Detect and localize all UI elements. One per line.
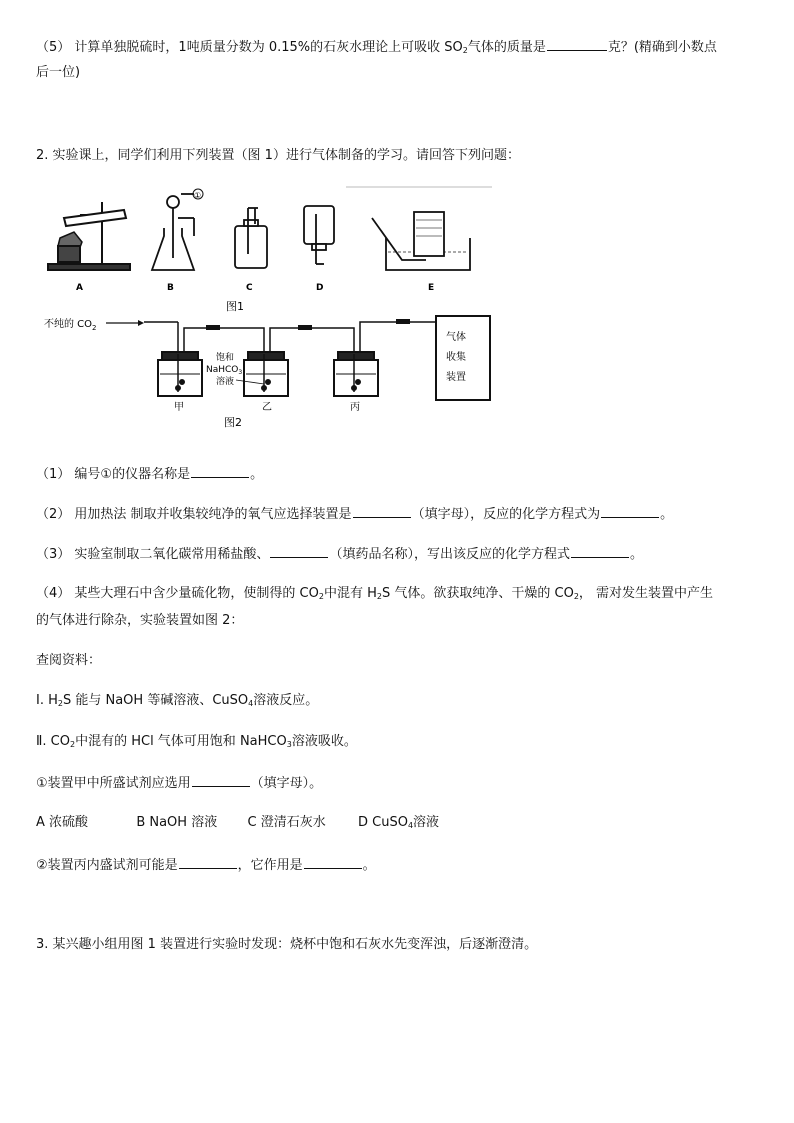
label-c: C: [246, 283, 253, 293]
item-text: 计算单独脱硫时，1吨质量分数为 0.15%的石灰水理论上可吸收 SO: [74, 40, 463, 55]
q2-intro: [36, 146, 520, 166]
subscript: 2: [462, 46, 468, 55]
solution-label: 饱和: [216, 353, 235, 363]
q2-part-4-cont: [36, 611, 243, 631]
apparatus-a: [48, 202, 130, 270]
item-text: 后一位): [36, 65, 81, 80]
solution-label: NaHCO$_3$: [206, 365, 243, 376]
subscript: 2: [573, 592, 579, 601]
item-text: S 气体。欲获取纯净、干燥的 CO: [381, 586, 574, 601]
item-text: （填字母），反应的化学方程式为: [411, 507, 601, 522]
bottle-label-bing: 丙: [350, 402, 360, 413]
q2-part-3: [36, 543, 643, 565]
item-text: 中混有 H: [323, 586, 377, 601]
item-text: S 能与 NaOH 等碱溶液、CuSO: [62, 693, 249, 708]
item-number: （1）: [36, 467, 71, 482]
q2-part-4: [36, 584, 713, 607]
label-a: A: [76, 283, 83, 293]
option-b[interactable]: B NaOH 溶液: [136, 815, 218, 830]
item-text: 用加热法 制取并收集较纯净的氧气应选择装置是: [74, 507, 352, 522]
answer-blank[interactable]: [601, 503, 659, 518]
q2-part-2: [36, 503, 673, 525]
item-text: 气体的质量是: [467, 40, 546, 55]
label-e: E: [428, 283, 435, 293]
item-text: ②装置丙内盛试剂可能是: [36, 858, 178, 873]
option-c[interactable]: C 澄清石灰水: [247, 815, 326, 830]
subscript: 2: [69, 740, 76, 749]
subscript: 3: [286, 740, 292, 749]
item-text: 。: [362, 858, 376, 873]
item-text: 查阅资料：: [36, 653, 102, 668]
inlet-label: 不纯的 $CO_2$: [44, 319, 97, 332]
item-text: 的气体进行除杂，实验装置如图 2：: [36, 613, 244, 628]
collector-label: 收集: [446, 352, 466, 363]
apparatus-c: [235, 208, 267, 268]
solution-label: 溶液: [216, 377, 235, 387]
item-text: 某些大理石中含少量硫化物，使制得的 CO: [74, 586, 319, 601]
collector-label: 装置: [446, 372, 466, 383]
sub-question-1: [36, 772, 322, 794]
bottle-bing: [334, 352, 378, 396]
subscript: 4: [248, 699, 254, 708]
item-text: （填药品名称），写出该反应的化学方程式: [329, 547, 570, 562]
answer-blank[interactable]: [192, 772, 250, 787]
q1-5-line: [36, 36, 717, 61]
figure-1-caption: 图1: [226, 300, 244, 313]
item-text: （填字母）。: [250, 776, 323, 791]
answer-blank[interactable]: [353, 503, 411, 518]
answer-blank[interactable]: [547, 36, 607, 51]
item-text: 中混有的 HCl 气体可用饱和 NaHCO: [75, 734, 287, 749]
collector-label: 气体: [446, 332, 466, 343]
q1-5-line-cont: [36, 63, 80, 83]
item-text: 。: [660, 507, 674, 522]
reference-title: [36, 651, 101, 671]
option-a[interactable]: A 浓硫酸: [36, 815, 89, 830]
tubing: [144, 322, 436, 354]
item-text: ，它作用是: [237, 858, 303, 873]
item-number: （5）: [36, 40, 71, 55]
bottle-jia: [158, 352, 202, 396]
answer-blank[interactable]: [191, 463, 249, 478]
item-text: 克？(精确到小数点: [607, 40, 717, 55]
q2-part-1: [36, 463, 263, 485]
item-text: Ⅱ. CO: [36, 734, 70, 749]
reference-1: [36, 691, 318, 714]
q3-intro: [36, 935, 537, 955]
answer-blank[interactable]: [304, 854, 362, 869]
sub-question-2: [36, 854, 376, 876]
apparatus-d: [304, 206, 334, 264]
item-text: 编号①的仪器名称是: [74, 467, 191, 482]
item-number: （2）: [36, 507, 71, 522]
label-b: B: [167, 283, 174, 293]
item-text: ， 需对发生装置中产生: [578, 586, 714, 601]
answer-blank[interactable]: [179, 854, 237, 869]
item-text: ①装置甲中所盛试剂应选用: [36, 776, 191, 791]
item-text: 实验室制取二氧化碳常用稀盐酸、: [74, 547, 270, 562]
marker-1: ①: [194, 191, 202, 200]
option-d[interactable]: D CuSO$_4$溶液: [357, 815, 440, 830]
bottle-label-yi: 乙: [262, 402, 272, 413]
bottle-yi: [244, 352, 288, 396]
question-text: 3. 某兴趣小组用图 1 装置进行实验时发现：烧杯中饱和石灰水先变浑浊，后逐渐澄清。: [36, 937, 538, 952]
subscript: 2: [57, 699, 63, 708]
question-text: 2. 实验课上，同学们利用下列装置（图 1）进行气体制备的学习。请回答下列问题：: [36, 148, 520, 163]
answer-blank[interactable]: [270, 543, 328, 558]
subscript: 2: [376, 592, 382, 601]
figure-1-apparatus: [36, 180, 496, 315]
answer-options: [36, 813, 439, 836]
answer-blank[interactable]: [571, 543, 629, 558]
item-text: 。: [250, 467, 264, 482]
subscript: 2: [318, 592, 324, 601]
reference-2: [36, 732, 357, 755]
item-number: （4）: [36, 586, 71, 601]
figure-2-purification: [36, 312, 496, 432]
item-text: 溶液反应。: [253, 693, 319, 708]
item-text: 溶液吸收。: [291, 734, 357, 749]
item-text: 。: [629, 547, 643, 562]
bottle-label-jia: 甲: [174, 402, 184, 413]
item-number: （3）: [36, 547, 71, 562]
apparatus-b: [152, 194, 194, 270]
item-text: Ⅰ. H: [36, 693, 58, 708]
label-d: D: [316, 283, 324, 293]
apparatus-e: [372, 212, 470, 270]
figure-2-caption: 图2: [224, 416, 242, 429]
